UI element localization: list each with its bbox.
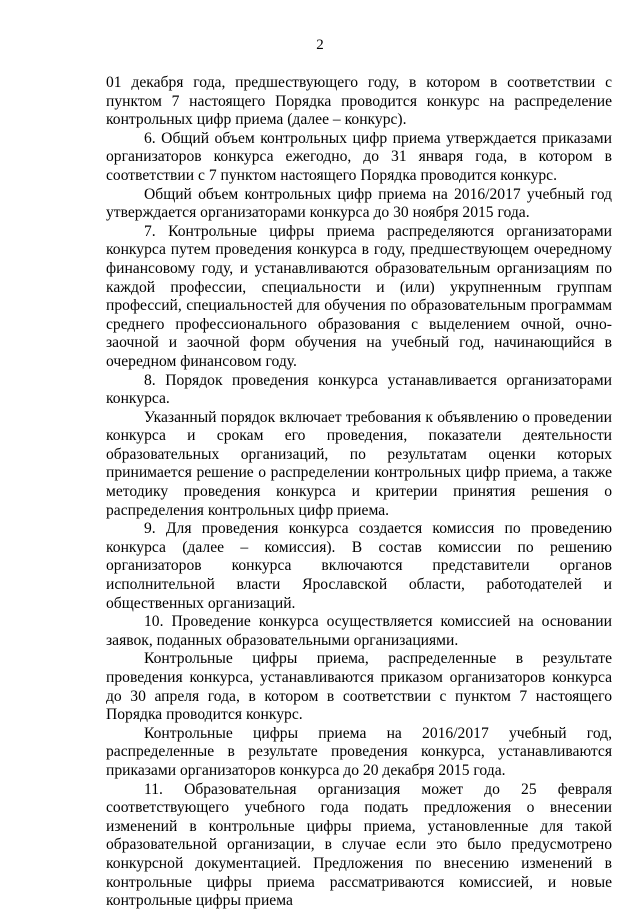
paragraph: Контрольные цифры приема на 2016/2017 учебный год, распределенные в результате проведения конкурса, устанавливаются приказами организаторов конкурса до 20 декабря 2015 года. <box>106 724 612 779</box>
paragraph: 01 декабря года, предшествующего году, в котором в соответствии с пунктом 7 настоящего Порядка проводится конкурс на распределение контрольных цифр приема (далее – конкурс). <box>106 74 612 129</box>
paragraph: Контрольные цифры приема, распределенные в результате проведения конкурса, устанавливаются приказом организаторов конкурса до 30 апреля года, в котором в соответствии с пунктом 7 настоящего Порядка проводится конкурс. <box>106 650 612 724</box>
page-number: 2 <box>316 37 324 53</box>
paragraph: 6. Общий объем контрольных цифр приема утверждается приказами организаторов конкурса ежегодно, до 31 января года, в котором в соответствии с 7 пунктом настоящего Порядка проводится конкурс. <box>106 129 612 184</box>
paragraph: Общий объем контрольных цифр приема на 2016/2017 учебный год утверждается организаторами конкурса до 30 ноября 2015 года. <box>106 185 612 222</box>
paragraph: Указанный порядок включает требования к объявлению о проведении конкурса и срокам его проведения, показатели деятельности образовательных организаций, по результатам оценки которых принимается решение о распределении контрольных цифр приема, а также методику проведения конкурса и критерии принятия решения о распределения контрольных цифр приема. <box>106 408 612 519</box>
paragraph: 11. Образовательная организация может до 25 февраля соответствующего учебного года подать предложения о внесении изменений в контрольные цифры приема, установленные для такой образовательной организации, в случае если это было предусмотрено конкурсной документацией. Предложения по внесению изменений в контрольные цифры приема рассматриваются комиссией, и новые контрольные цифры приема <box>106 780 612 910</box>
paragraph: 7. Контрольные цифры приема распределяются организаторами конкурса путем проведения конкурса в году, предшествующем очередному финансовому году, и устанавливаются образовательным организациям по каждой профессии, специальности и (или) укрупненным группам профессий, специальностей для обучения по образовательным программам среднего профессионального образования с выделением очной, очно-заочной и заочной форм обучения на учебный год, начинающийся в очередном финансовом году. <box>106 222 612 370</box>
document-body <box>106 74 612 911</box>
paragraph: 9. Для проведения конкурса создается комиссия по проведению конкурса (далее – комиссия). В состав комиссии по решению организаторов конкурса включаются представители органов исполнительной власти Ярославской области, работодателей и общественных организаций. <box>106 520 612 612</box>
paragraph: 10. Проведение конкурса осуществляется комиссией на основании заявок, поданных образовательными организациями. <box>106 613 612 649</box>
paragraph: 8. Порядок проведения конкурса устанавливается организаторами конкурса. <box>106 371 612 408</box>
